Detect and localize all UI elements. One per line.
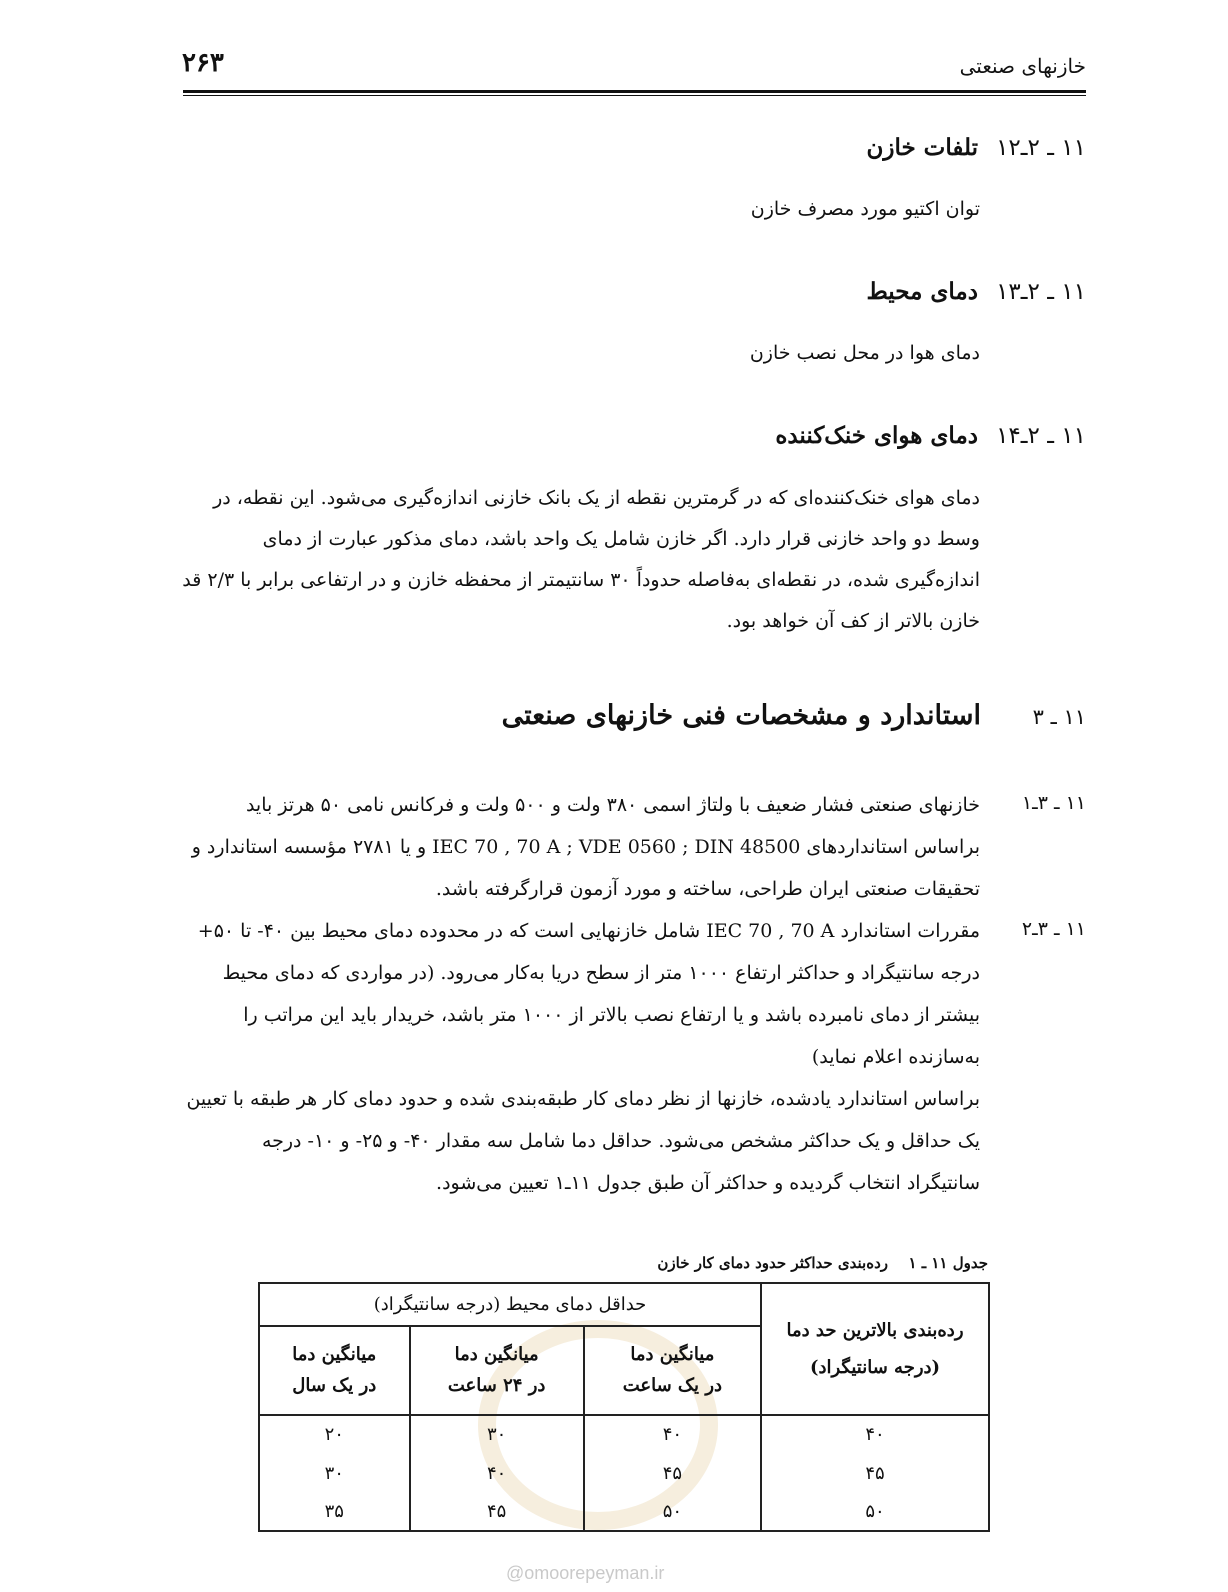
table-cell: ۴۵	[584, 1454, 761, 1493]
section-title: دمای محیط	[866, 278, 978, 305]
header-line: میانگین دما	[630, 1344, 715, 1366]
table-cell: ۳۵	[259, 1492, 410, 1531]
page-number: ۲۶۳	[182, 48, 224, 78]
table-cell: ۴۵	[410, 1492, 584, 1531]
section-title: تلفات خازن	[866, 134, 978, 161]
table-caption-title: رده‌بندی حداکثر حدود دمای کار خازن	[657, 1254, 888, 1272]
item-line: درجه سانتیگراد و حداکثر ارتفاع ۱۰۰۰ متر از سطح دریا به‌کار می‌رود. (در مواردی که دمای محیط	[222, 962, 980, 984]
table-cell: ۳۰	[259, 1454, 410, 1493]
item-line: یک حداقل و یک حداکثر مشخص می‌شود. حداقل دما شامل سه مقدار ۴۰- و ۲۵- و ۱۰- درجه	[261, 1130, 980, 1152]
item-line: بیشتر از دمای نامبرده باشد و یا ارتفاع نصب بالاتر از ۱۰۰۰ متر باشد، خریدار باید این مراتب را	[243, 1004, 980, 1026]
paragraph-line: خازن بالاتر از کف آن خواهد بود.	[726, 610, 980, 632]
table-cell: ۲۰	[259, 1415, 410, 1454]
header-line: در ۲۴ ساعت	[447, 1375, 546, 1397]
table-row	[259, 1454, 989, 1493]
header-line: (درجه سانتیگراد)	[809, 1357, 941, 1379]
header-rule-thin	[183, 95, 1086, 96]
section-heading	[775, 422, 1086, 449]
main-section-heading	[502, 700, 1086, 731]
table-cell: ۴۰	[584, 1415, 761, 1454]
header-line: در یک سال	[292, 1375, 377, 1397]
item-number: ۱۱ ـ ۳ـ۲	[1021, 918, 1086, 940]
running-title: خازنهای صنعتی	[959, 54, 1086, 78]
cooling-air-paragraph	[180, 478, 980, 642]
item-line: براساس استاندارد یادشده، خازنها از نظر دمای کار طبقه‌بندی شده و حدود دمای کار هر طبقه با تعیین	[186, 1088, 980, 1110]
item-line: سانتیگراد انتخاب گردیده و حداکثر آن طبق جدول ۱۱ـ۱ تعیین می‌شود.	[436, 1172, 980, 1194]
section-heading	[866, 278, 1086, 305]
item-line: تحقیقات صنعتی ایران طراحی، ساخته و مورد آزمون قرارگرفته باشد.	[435, 878, 980, 900]
header-line: در یک ساعت	[622, 1375, 723, 1397]
paragraph-line: اندازه‌گیری شده، در نقطه‌ای به‌فاصله حدوداً ۳۰ سانتیمتر از محفظه خازن و در ارتفاعی برابر با ۲/۳ قد	[182, 569, 980, 591]
table-cell: ۵۰	[761, 1492, 989, 1531]
temperature-category-table	[258, 1282, 990, 1532]
paragraph-line: دمای هوای خنک‌کننده‌ای که در گرمترین نقطه از یک بانک خازنی اندازه‌گیری می‌شود. این نقطه، در	[213, 487, 980, 509]
table-cell: ۴۰	[410, 1454, 584, 1493]
header-line: میانگین دما	[454, 1344, 539, 1366]
item-text	[180, 910, 980, 1204]
item-number: ۱۱ ـ ۳ـ۱	[1021, 792, 1086, 814]
section-title: دمای هوای خنک‌کننده	[775, 422, 978, 449]
item-line: خازنهای صنعتی فشار ضعیف با ولتاژ اسمی ۳۸۰ ولت و ۵۰۰ ولت و فرکانس نامی ۵۰ هرتز باید	[245, 794, 980, 816]
section-number: ۱۱ ـ ۲ـ۱۴	[996, 423, 1086, 449]
table-caption-number: جدول ۱۱ ـ ۱	[908, 1254, 988, 1272]
item-line: مقررات استاندارد IEC 70 , 70 A شامل خازنهایی است که در محدوده دمای محیط بین ۴۰- تا ۵۰+	[197, 920, 980, 942]
table-subheader	[584, 1326, 761, 1415]
table-row	[259, 1492, 989, 1531]
item-line: به‌سازنده اعلام نماید)	[811, 1046, 980, 1068]
table-cell: ۳۰	[410, 1415, 584, 1454]
section-number: ۱۱ ـ ۲ـ۱۲	[996, 135, 1086, 161]
section-heading	[866, 134, 1086, 161]
table-header-category	[761, 1283, 989, 1415]
table-cell: ۴۰	[761, 1415, 989, 1454]
header-rule	[183, 90, 1086, 93]
header-line: میانگین دما	[292, 1344, 377, 1366]
paragraph-line: وسط دو واحد خازنی قرار دارد. اگر خازن شامل یک واحد باشد، دمای مذکور عبارت از دمای	[262, 528, 980, 550]
section-definition: دمای هوا در محل نصب خازن	[749, 342, 980, 364]
main-section-number: ۱۱ ـ ۳	[1032, 705, 1086, 729]
section-number: ۱۱ ـ ۲ـ۱۳	[996, 279, 1086, 305]
website-watermark: @omoorepeyman.ir	[506, 1563, 665, 1583]
table-cell: ۵۰	[584, 1492, 761, 1531]
table-caption	[657, 1254, 988, 1272]
table-cell: ۴۵	[761, 1454, 989, 1493]
section-definition: توان اکتیو مورد مصرف خازن	[750, 198, 980, 220]
item-line: براساس استانداردهای IEC 70 , 70 A ; VDE 0560 ; DIN 48500 و یا ۲۷۸۱ مؤسسه استاندارد و	[191, 836, 980, 858]
main-section-title: استاندارد و مشخصات فنی خازنهای صنعتی	[501, 700, 981, 731]
header-line: رده‌بندی بالاترین حد دما	[786, 1320, 964, 1342]
table-subheader	[259, 1326, 410, 1415]
item-text	[180, 784, 980, 910]
table-header-group: حداقل دمای محیط (درجه سانتیگراد)	[259, 1283, 761, 1326]
table-row	[259, 1415, 989, 1454]
table-subheader	[410, 1326, 584, 1415]
